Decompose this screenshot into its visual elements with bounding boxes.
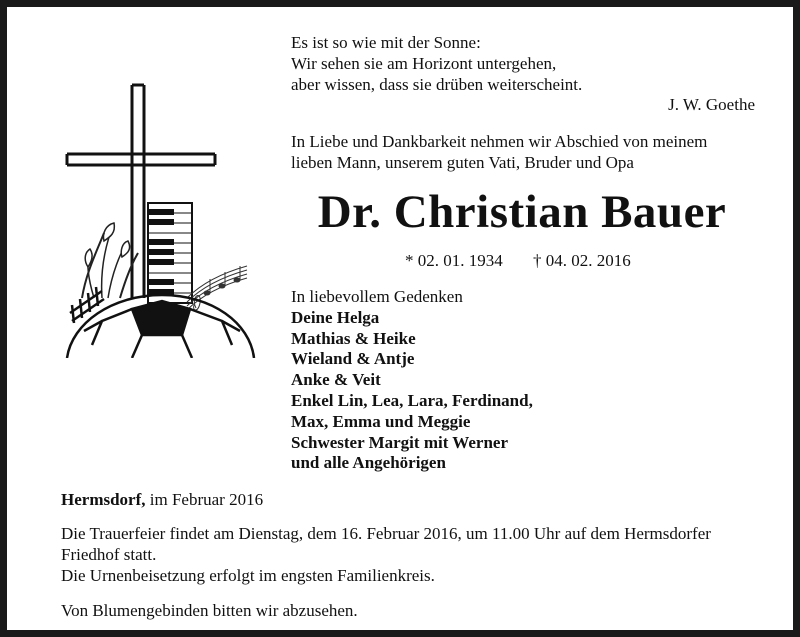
place-date: im Februar 2016 xyxy=(149,490,264,509)
funeral-info xyxy=(61,523,761,586)
goethe-quote xyxy=(291,32,761,95)
music-notes-icon xyxy=(187,266,247,310)
intro-line: In Liebe und Dankbarkeit nehmen wir Abschied von meinem xyxy=(291,132,708,151)
mourner-name: und alle Angehörigen xyxy=(291,453,446,473)
quote-line: Es ist so wie mit der Sonne: xyxy=(291,33,481,52)
snowdrops-icon xyxy=(82,223,138,298)
mourner-name: Enkel Lin, Lea, Lara, Ferdinand, xyxy=(291,390,533,410)
mourner-name: Wieland & Antje xyxy=(291,349,415,369)
quote-line: aber wissen, dass sie drüben weiterscheint. xyxy=(291,75,583,94)
quote-author: J. W. Goethe xyxy=(668,95,755,114)
mourner-name: Deine Helga xyxy=(291,307,380,327)
info-line: Friedhof statt. xyxy=(61,545,157,564)
mourners-list xyxy=(291,287,533,474)
intro-line: lieben Mann, unserem guten Vati, Bruder und Opa xyxy=(291,153,634,172)
piano-keys-icon xyxy=(148,203,192,303)
info-line: Die Trauerfeier findet am Dienstag, dem 16. Februar 2016, um 11.00 Uhr auf dem Hermsdorfer xyxy=(61,524,711,543)
closing-note: Von Blumengebinden bitten wir abzusehen. xyxy=(61,601,358,620)
info-line: Die Urnenbeisetzung erfolgt im engsten Familienkreis. xyxy=(61,566,435,585)
place-date-line xyxy=(61,490,263,510)
memorial-emblem xyxy=(62,83,257,358)
mourner-name: Mathias & Heike xyxy=(291,328,416,348)
place-town: Hermsdorf, xyxy=(61,490,146,509)
life-dates xyxy=(405,251,657,271)
mourners-lead: In liebevollem Gedenken xyxy=(291,287,463,306)
birth-date: * 02. 01. 1934 xyxy=(405,251,503,270)
mourner-name: Schwester Margit mit Werner xyxy=(291,432,508,452)
deceased-name: Dr. Christian Bauer xyxy=(317,186,727,238)
mourner-name: Anke & Veit xyxy=(291,370,381,390)
farewell-intro xyxy=(291,131,761,173)
death-date: † 04. 02. 2016 xyxy=(533,251,631,270)
quote-line: Wir sehen sie am Horizont untergehen, xyxy=(291,54,557,73)
mourner-name: Max, Emma und Meggie xyxy=(291,411,471,431)
fence-icon xyxy=(70,287,104,323)
